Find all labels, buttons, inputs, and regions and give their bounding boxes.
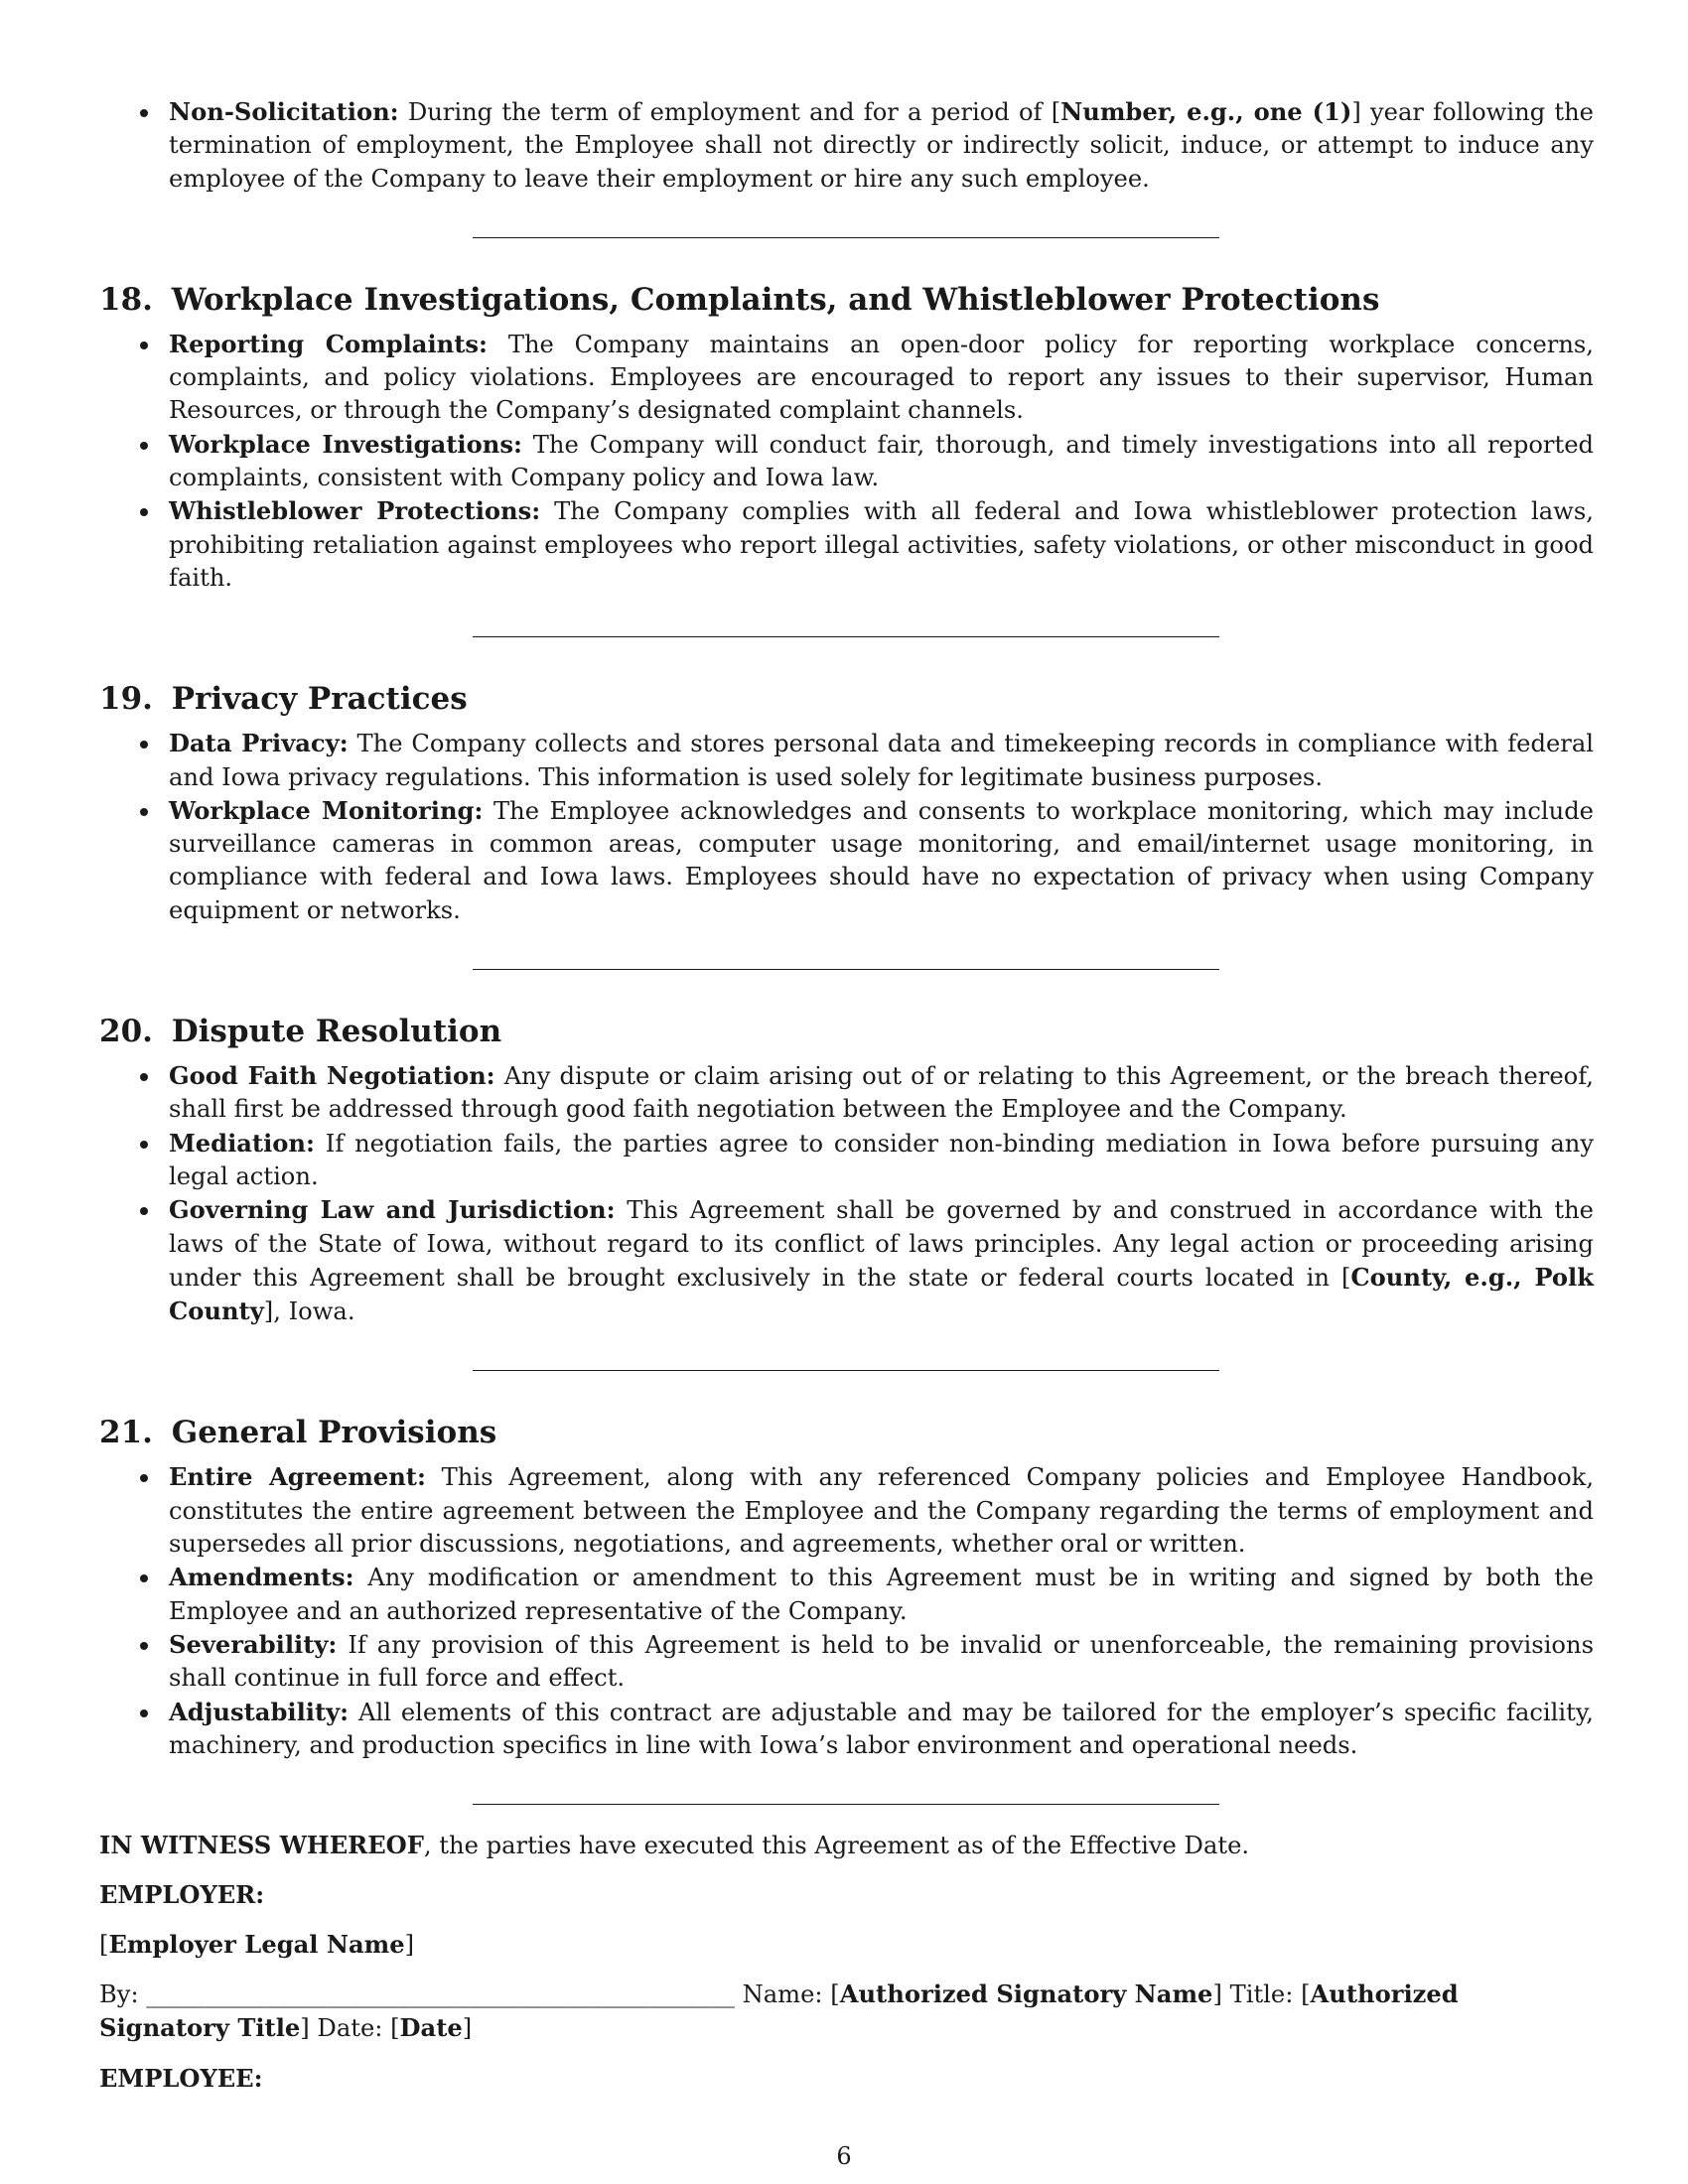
employer-signature-line: By: _________________________________________________ Name: [Authorized Signatory Name] Title: [Authorized Signatory Title] Date: [Date] — [99, 1979, 1459, 2043]
witness-statement: IN WITNESS WHEREOF, the parties have executed this Agreement as of the Effective Date. — [99, 1831, 1250, 1860]
section-divider — [473, 237, 1219, 238]
non-solicitation-list — [99, 95, 1594, 196]
bullet-term: Non-Solicitation: — [169, 97, 399, 126]
list-item: Entire Agreement: This Agreement, along with any referenced Company policies and Employee Handbook, constitutes the entire agreement between the Employee and the Company regarding the terms of employment and supersedes all prior discussions, negotiations, and agreements, whether oral or written. — [169, 1460, 1594, 1561]
document-page — [99, 95, 1594, 2095]
section-divider — [473, 969, 1219, 970]
non-solicitation-item: Non-Solicitation: During the term of employment and for a period of [Number, e.g., one (1)] year following the termination of employment, the Employee shall not directly or indirectly solicit, induce, or attempt to induce any employee of the Company to leave their employment or hire any such employee. — [169, 95, 1594, 196]
section-heading-21: 21. General Provisions — [99, 1415, 497, 1451]
list-item: Severability: If any provision of this Agreement is held to be invalid or unenforceable, the remaining provisions shall continue in full force and effect. — [169, 1628, 1594, 1696]
list-item: Workplace Investigations: The Company will conduct fair, thorough, and timely investigations into all reported complaints, consistent with Company policy and Iowa law. — [169, 428, 1594, 495]
list-item: Amendments: Any modification or amendment to this Agreement must be in writing and signed by both the Employee and an authorized representative of the Company. — [169, 1561, 1594, 1628]
section-heading-19: 19. Privacy Practices — [99, 681, 468, 718]
list-item: Mediation: If negotiation fails, the parties agree to consider non-binding mediation in Iowa before pursuing any legal action. — [169, 1127, 1594, 1194]
list-item: Reporting Complaints: The Company maintains an open-door policy for reporting workplace concerns, complaints, and policy violations. Employees are encouraged to report any issues to their supervisor, Human Resources, or through the Company’s designated complaint channels. — [169, 328, 1594, 428]
section-divider — [473, 636, 1219, 637]
authorized-signatory-name: Authorized Signatory Name — [839, 1979, 1213, 2008]
section-heading-18: 18. Workplace Investigations, Complaints, and Whistleblower Protections — [99, 281, 1380, 318]
section-heading-20: 20. Dispute Resolution — [99, 1014, 502, 1050]
section-20-list — [99, 1059, 1594, 1328]
signature-blank[interactable]: _________________________________________________ — [146, 1979, 735, 2008]
employee-label: EMPLOYEE: — [99, 2063, 263, 2093]
authorized-signatory-title: Authorized Signatory Title — [99, 1979, 1459, 2043]
section-divider — [473, 1370, 1219, 1371]
page-number: 6 — [836, 2142, 852, 2170]
employer-legal-name: [Employer Legal Name] — [99, 1929, 415, 1959]
section-19-list — [99, 727, 1594, 927]
list-item: Data Privacy: The Company collects and stores personal data and timekeeping records in compliance with federal and Iowa privacy regulations. This information is used solely for legitimate business purposes. — [169, 727, 1594, 794]
list-item: Good Faith Negotiation: Any dispute or claim arising out of or relating to this Agreement, or the breach thereof, shall first be addressed through good faith negotiation between the Employee and the Company. — [169, 1059, 1594, 1127]
list-item: Governing Law and Jurisdiction: This Agreement shall be governed by and construed in accordance with the laws of the State of Iowa, without regard to its conflict of laws principles. Any legal action or proceeding arising under this Agreement shall be brought exclusively in the state or federal courts located in [County, e.g., Polk County], Iowa. — [169, 1193, 1594, 1328]
section-21-list — [99, 1460, 1594, 1762]
employer-label: EMPLOYER: — [99, 1880, 265, 1910]
section-divider — [473, 1804, 1219, 1805]
list-item: Whistleblower Protections: The Company complies with all federal and Iowa whistleblower protection laws, prohibiting retaliation against employees who report illegal activities, safety violations, or other misconduct in good faith. — [169, 494, 1594, 595]
signature-date: Date — [399, 2013, 463, 2043]
list-item: Workplace Monitoring: The Employee acknowledges and consents to workplace monitoring, which may include surveillance cameras in common areas, computer usage monitoring, and email/internet usage monitoring, in compliance with federal and Iowa laws. Employees should have no expectation of privacy when using Company equipment or networks. — [169, 794, 1594, 927]
section-18-list — [99, 328, 1594, 595]
list-item: Adjustability: All elements of this contract are adjustable and may be tailored for the employer’s specific facility, machinery, and production specifics in line with Iowa’s labor environment and operational needs. — [169, 1696, 1594, 1763]
